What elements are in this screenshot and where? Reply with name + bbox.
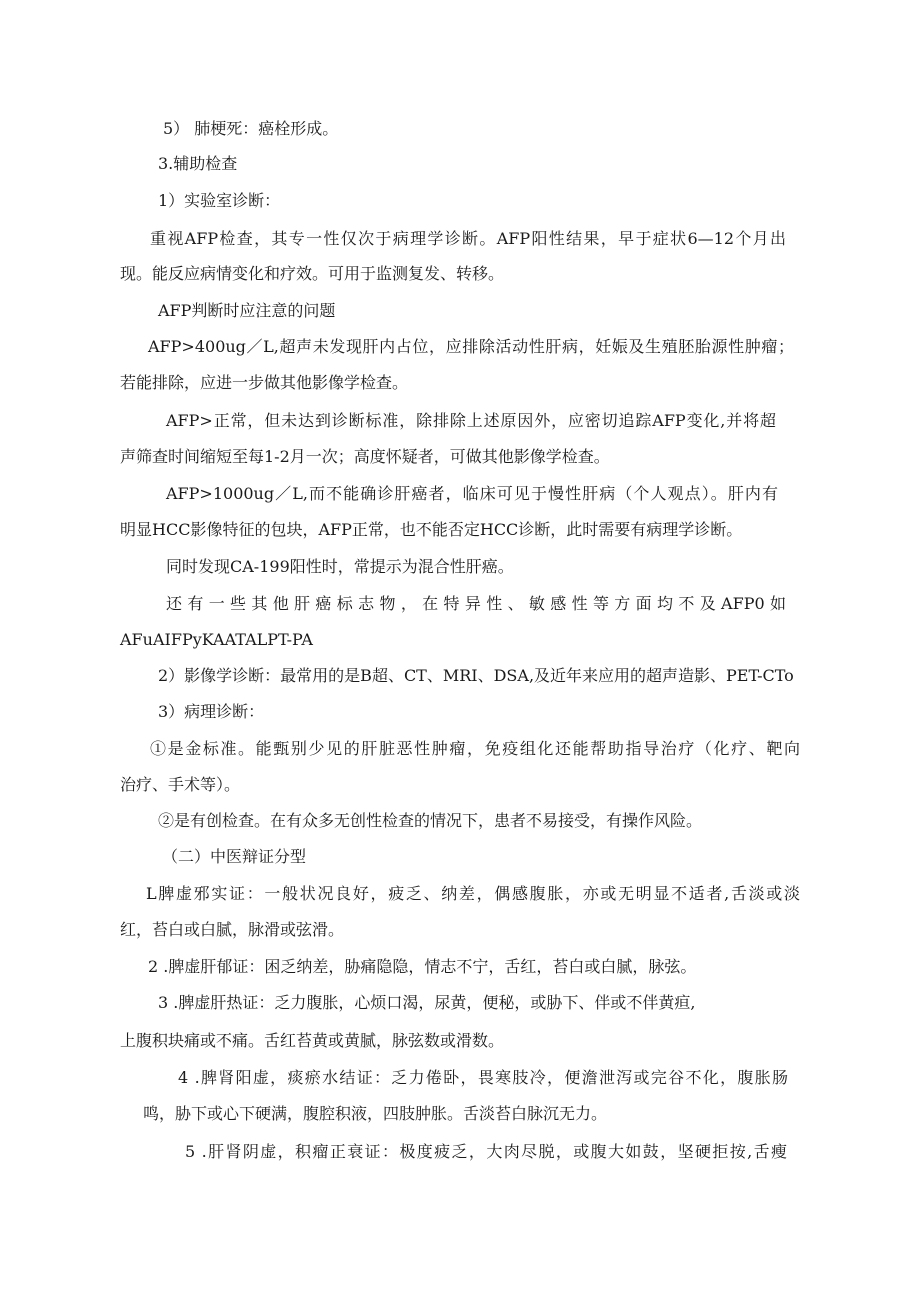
text-line: AFuAIFPyKAATALPT-PA xyxy=(120,630,313,649)
text-line: AFP>400ug／L,超声未发现肝内占位，应排除活动性肝病，妊娠及生殖胚胎源性肿瘤； xyxy=(148,337,794,356)
text-line: AFP>1000ug／L,而不能确诊肝癌者，临床可见于慢性肝病（个人观点）。肝内有 xyxy=(166,484,778,503)
text-line: 3 .脾虚肝热证：乏力腹胀，心烦口渴，尿黄，便秘，或胁下、伴或不伴黄疸, xyxy=(158,993,696,1012)
text-line: 重视AFP检查，其专一性仅次于病理学诊断。AFP阳性结果，早于症状6—12个月出 xyxy=(150,229,786,248)
section-heading: （二）中医辩证分型 xyxy=(162,847,307,866)
text-line: 2）影像学诊断：最常用的是B超、CT、MRI、DSA,及近年来应用的超声造影、PET-CTo xyxy=(158,666,794,685)
text-line: 2 .脾虚肝郁证：困乏纳差，胁痛隐隐，情志不宁，舌红，苔白或白腻，脉弦。 xyxy=(148,957,697,976)
subsection-heading: 1）实验室诊断： xyxy=(158,191,281,210)
text-line: 现。能反应病情变化和疗效。可用于监测复发、转移。 xyxy=(120,264,505,283)
text-line: L脾虚邪实证：一般状况良好，疲乏、纳差，偶感腹胀，亦或无明显不适者,舌淡或淡 xyxy=(146,884,800,903)
text-line: 5） 肺梗死：癌栓形成。 xyxy=(163,119,339,138)
text-line: 红，苔白或白腻，脉滑或弦滑。 xyxy=(120,920,345,939)
text-line: 5 .肝肾阴虚，积瘤正衰证：极度疲乏，大肉尽脱，或腹大如鼓，坚硬拒按,舌瘦 xyxy=(185,1142,787,1161)
subsection-heading: 3）病理诊断： xyxy=(158,702,265,721)
text-line: 同时发现CA-199阳性时，常提示为混合性肝癌。 xyxy=(166,557,514,576)
text-line: 若能排除，应进一步做其他影像学检查。 xyxy=(120,373,409,392)
text-line: 明显HCC影像特征的包块，AFP正常，也不能否定HCC诊断，此时需要有病理学诊断。 xyxy=(120,520,743,539)
text-line: 声筛查时间缩短至每1-2月一次；高度怀疑者，可做其他影像学检查。 xyxy=(120,447,610,466)
text-line: 上腹积块痛或不痛。舌红苔黄或黄腻，脉弦数或滑数。 xyxy=(120,1031,505,1050)
subsection-heading: AFP判断时应注意的问题 xyxy=(158,301,336,320)
text-line: 鸣，胁下或心下硬满，腹腔积液，四肢肿胀。舌淡苔白脉沉无力。 xyxy=(143,1104,608,1123)
text-line: 治疗、手术等）。 xyxy=(120,775,241,794)
section-heading: 3.辅助检查 xyxy=(158,154,238,173)
text-line: 还有一些其他肝癌标志物，在特异性、敏感性等方面均不及AFP0如 xyxy=(166,594,786,613)
text-line: ①是金标准。能甄别少见的肝脏恶性肿瘤，免疫组化还能帮助指导治疗（化疗、靶向 xyxy=(150,739,800,758)
text-line: ②是有创检查。在有众多无创性检查的情况下，患者不易接受，有操作风险。 xyxy=(158,811,703,830)
text-line: 4 .脾肾阳虚，痰瘀水结证：乏力倦卧，畏寒肢冷，便澹泄泻或完谷不化，腹胀肠 xyxy=(178,1068,788,1087)
text-line: AFP>正常，但未达到诊断标准，除排除上述原因外，应密切追踪AFP变化,并将超 xyxy=(166,411,776,430)
